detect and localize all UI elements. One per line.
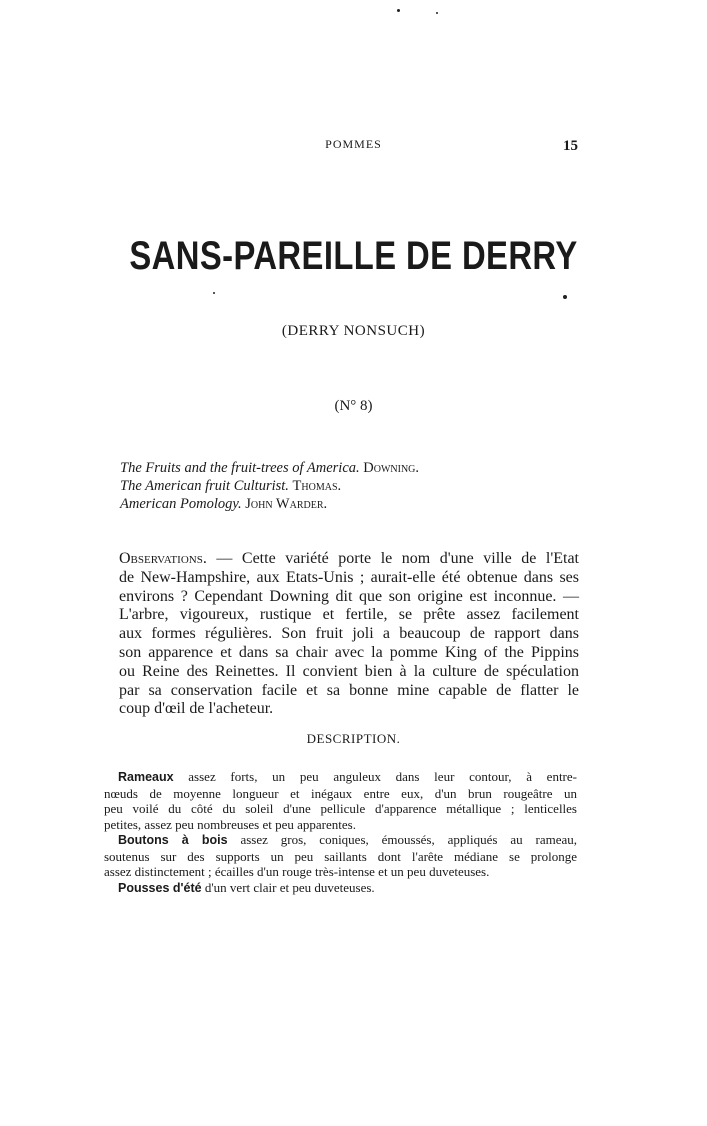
print-speck — [563, 295, 567, 299]
subtitle: (DERRY NONSUCH) — [281, 323, 426, 339]
reference-title: The Fruits and the fruit-trees of America. — [120, 460, 360, 476]
text-line: aux formes régulières. Son fruit joli a beaucoup de rapport dans — [119, 625, 579, 643]
variety-number: (N° 8) — [334, 398, 373, 414]
text-line — [104, 832, 577, 849]
print-speck — [436, 12, 438, 14]
reference-item — [120, 459, 600, 477]
text-line: coup d'œil de l'acheteur. — [119, 700, 274, 718]
reference-author: Thomas. — [292, 478, 342, 494]
print-speck — [397, 9, 400, 12]
page-number: 15 — [563, 138, 578, 154]
page-title: SANS-PAREILLE DE DERRY — [129, 234, 578, 278]
text-line: environs ? Cependant Downing dit que son origine est inconnue. — — [119, 587, 579, 605]
text-line: ou Reine des Reinettes. Il convient bien à la culture de spéculation — [119, 662, 579, 680]
reference-title: American Pomology. — [120, 496, 242, 512]
text-line: nœuds de moyenne longueur et inégaux entre eux, d'un brun rougeâtre un — [104, 785, 577, 801]
text-line: petites, assez peu nombreuses et peu apparentes. — [104, 816, 356, 832]
references — [120, 459, 600, 513]
text-line-content: d'un vert clair et peu duveteuses. — [201, 879, 375, 895]
description-body — [104, 769, 577, 896]
print-speck — [213, 292, 215, 294]
reference-author: John Warder. — [245, 496, 328, 512]
reference-item — [120, 477, 600, 495]
description-heading: DESCRIPTION. — [306, 731, 401, 746]
term-pousses: Pousses d'été — [118, 880, 202, 895]
text-line — [104, 769, 577, 786]
text-line — [104, 880, 577, 897]
text-line: par sa conservation facile et sa bonne mine capable de flatter le — [119, 681, 579, 699]
term-boutons: Boutons à bois — [118, 833, 228, 847]
reference-title: The American fruit Culturist. — [120, 478, 289, 494]
text-line-content: — Cette variété porte le nom d'une ville de l'Etat — [206, 550, 579, 567]
running-head: POMMES — [325, 137, 382, 151]
text-line: soutenus sur des supports un peu saillants dont l'arête médiane se prolonge — [104, 848, 577, 864]
text-line: L'arbre, vigoureux, rustique et fertile, se prête assez facilement — [119, 606, 579, 624]
text-line: peu voilé du côté du soleil d'une pellicule d'apparence métallique ; lenticelles — [104, 801, 577, 816]
reference-author: Downing. — [363, 460, 420, 476]
text-line — [119, 550, 579, 569]
observations-label: Observations. — [119, 550, 207, 567]
text-line-content: assez gros, coniques, émoussés, appliqués au rameau, — [227, 832, 577, 847]
text-line: de New-Hampshire, aux Etats-Unis ; aurait-elle été obtenue dans ses — [119, 568, 579, 586]
term-rameaux: Rameaux — [118, 770, 174, 784]
text-line-content: assez forts, un peu anguleux dans leur contour, à entre- — [173, 769, 577, 784]
text-line: assez distinctement ; écailles d'un rouge très-intense et un peu duveteuses. — [104, 864, 490, 879]
reference-item — [120, 495, 600, 513]
observations-paragraph — [119, 550, 579, 719]
text-line: son apparence et dans sa chair avec la pomme King of the Pippins — [119, 643, 579, 661]
